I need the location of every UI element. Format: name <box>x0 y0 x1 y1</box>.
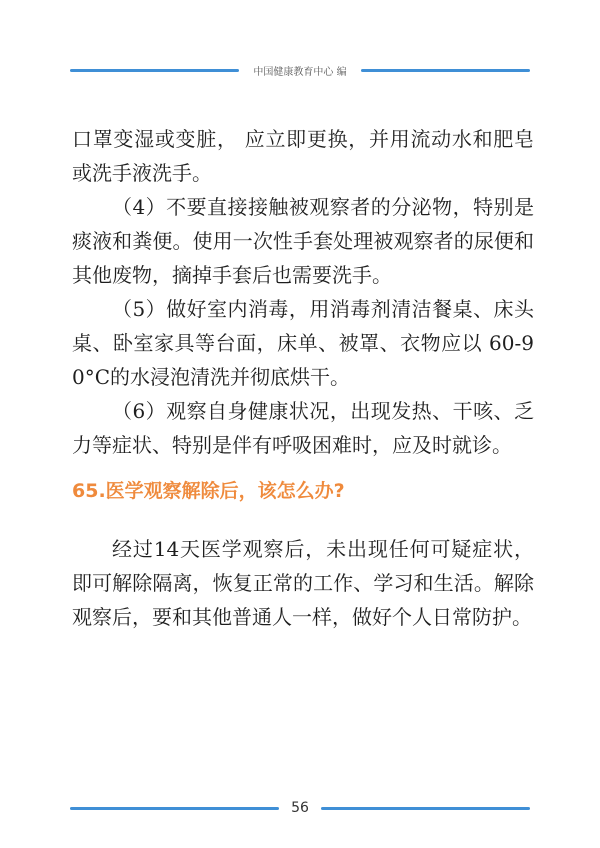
section-heading: 65.医学观察解除后，该怎么办? <box>72 480 345 502</box>
header-rule-left <box>70 69 239 72</box>
paragraph-item-5: （5）做好室内消毒，用消毒剂清洁餐桌、床头桌、卧室家具等台面，床单、被罩、衣物应以 60-90°C的水浸泡清洗并彻底烘干。 <box>72 297 534 389</box>
page-content <box>72 122 534 634</box>
footer-rule-right <box>321 807 530 810</box>
paragraph-item-4: （4）不要直接接触被观察者的分泌物，特别是痰液和粪便。使用一次性手套处理被观察者的尿便和其他废物，摘掉手套后也需要洗手。 <box>72 195 534 287</box>
paragraph-continuation: 口罩变湿或变脏， 应立即更换，并用流动水和肥皂或洗手液洗手。 <box>72 127 534 185</box>
paragraph-item-6: （6）观察自身健康状况，出现发热、干咳、乏力等症状、特别是伴有呼吸困难时，应及时就诊。 <box>72 399 534 457</box>
page-number: 56 <box>291 800 309 816</box>
section-body: 经过14天医学观察后，未出现任何可疑症状，即可解除隔离，恢复正常的工作、学习和生活。解除观察后，要和其他普通人一样，做好个人日常防护。 <box>72 537 534 629</box>
publisher-label: 中国健康教育中心 编 <box>253 66 347 78</box>
page-footer <box>70 798 530 818</box>
footer-rule-left <box>70 807 279 810</box>
header-rule-right <box>361 69 530 72</box>
page-header <box>70 60 530 80</box>
